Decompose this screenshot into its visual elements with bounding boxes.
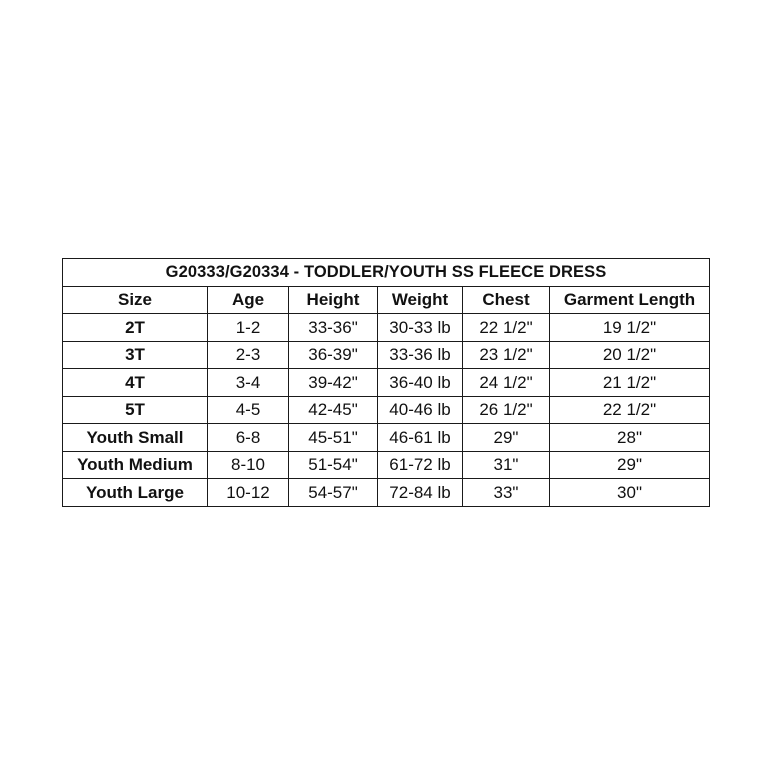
height-cell: 51-54" [289,451,378,479]
height-cell: 36-39" [289,341,378,369]
table-row [63,424,710,452]
weight-cell: 36-40 lb [378,369,463,397]
garment-length-cell: 20 1/2" [550,341,710,369]
weight-cell: 30-33 lb [378,314,463,342]
chest-cell: 33" [463,479,550,507]
table-row [63,314,710,342]
weight-cell: 46-61 lb [378,424,463,452]
table-row [63,341,710,369]
garment-length-cell: 22 1/2" [550,396,710,424]
table-row [63,369,710,397]
garment-length-cell: 30" [550,479,710,507]
column-header-size: Size [63,286,208,314]
height-cell: 42-45" [289,396,378,424]
chest-cell: 22 1/2" [463,314,550,342]
size-chart-table [62,258,710,507]
title-row [63,259,710,287]
height-cell: 54-57" [289,479,378,507]
height-cell: 39-42" [289,369,378,397]
garment-length-cell: 21 1/2" [550,369,710,397]
age-cell: 4-5 [208,396,289,424]
weight-cell: 33-36 lb [378,341,463,369]
chart-title: G20333/G20334 - TODDLER/YOUTH SS FLEECE DRESS [63,259,710,287]
column-header-weight: Weight [378,286,463,314]
height-cell: 45-51" [289,424,378,452]
column-header-chest: Chest [463,286,550,314]
table-row [63,396,710,424]
garment-length-cell: 29" [550,451,710,479]
chest-cell: 24 1/2" [463,369,550,397]
age-cell: 1-2 [208,314,289,342]
column-header-age: Age [208,286,289,314]
age-cell: 6-8 [208,424,289,452]
size-cell: Youth Medium [63,451,208,479]
table-row [63,479,710,507]
header-row [63,286,710,314]
weight-cell: 40-46 lb [378,396,463,424]
column-header-height: Height [289,286,378,314]
age-cell: 2-3 [208,341,289,369]
garment-length-cell: 28" [550,424,710,452]
chest-cell: 23 1/2" [463,341,550,369]
size-cell: 2T [63,314,208,342]
weight-cell: 61-72 lb [378,451,463,479]
chest-cell: 26 1/2" [463,396,550,424]
height-cell: 33-36" [289,314,378,342]
chest-cell: 29" [463,424,550,452]
weight-cell: 72-84 lb [378,479,463,507]
age-cell: 10-12 [208,479,289,507]
age-cell: 3-4 [208,369,289,397]
size-cell: Youth Large [63,479,208,507]
age-cell: 8-10 [208,451,289,479]
size-cell: 3T [63,341,208,369]
table-row [63,451,710,479]
garment-length-cell: 19 1/2" [550,314,710,342]
size-cell: Youth Small [63,424,208,452]
chest-cell: 31" [463,451,550,479]
size-cell: 5T [63,396,208,424]
size-cell: 4T [63,369,208,397]
column-header-garment-length: Garment Length [550,286,710,314]
